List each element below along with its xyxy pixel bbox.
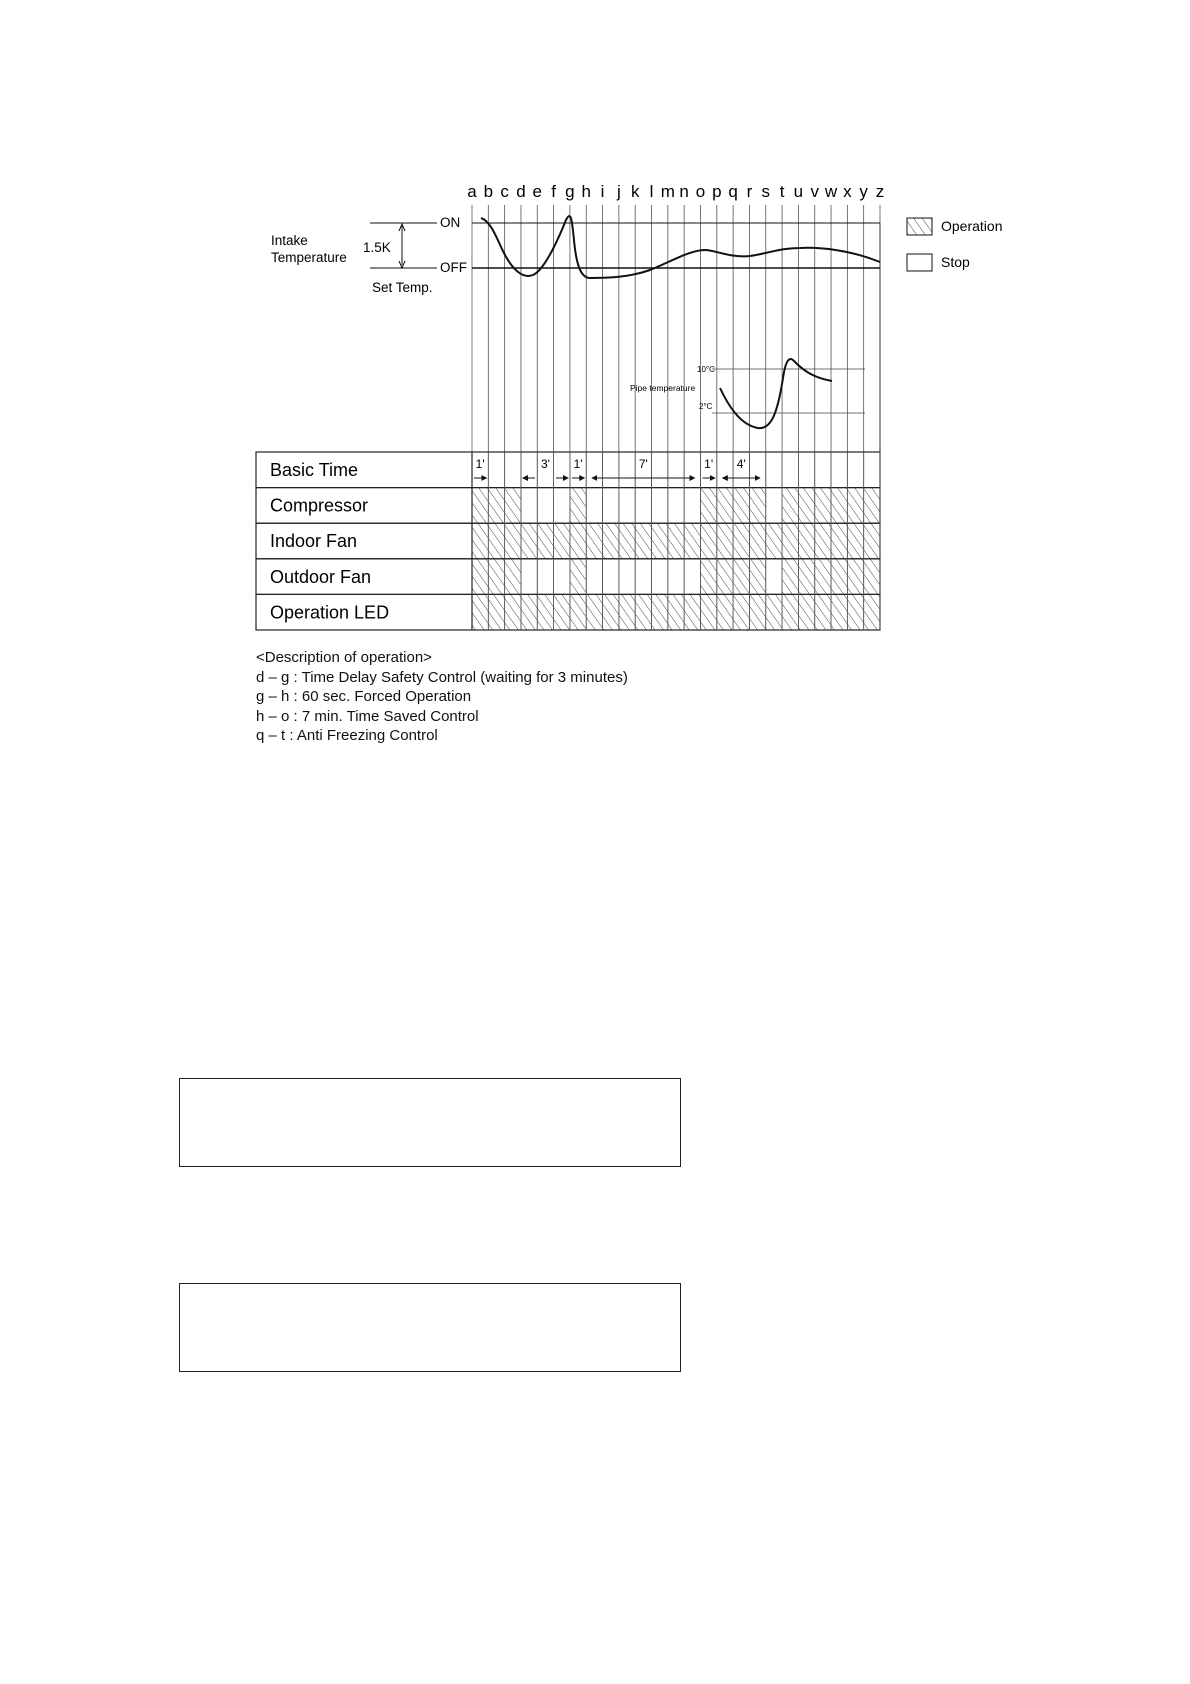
operation-segment xyxy=(570,488,586,524)
column-letter-m: m xyxy=(660,182,675,201)
off-label: OFF xyxy=(440,260,467,275)
row-label: Indoor Fan xyxy=(270,531,358,552)
operation-segment xyxy=(472,488,521,524)
column-letter-z: z xyxy=(875,182,885,201)
legend-operation-swatch xyxy=(907,218,932,235)
column-letter-b: b xyxy=(483,182,494,201)
column-letter-w: w xyxy=(824,182,838,201)
description-item-2: g – h : 60 sec. Forced Operation xyxy=(256,688,472,705)
operation-segment xyxy=(570,559,586,595)
column-letter-h: h xyxy=(581,182,591,201)
basic-time-label: 1' xyxy=(573,457,583,471)
blank-box-1 xyxy=(179,1078,681,1167)
basic-time-label: 7' xyxy=(638,457,648,471)
column-letter-v: v xyxy=(810,182,819,201)
legend-stop-label: Stop xyxy=(941,254,970,270)
column-letter-n: n xyxy=(679,182,689,201)
column-letter-g: g xyxy=(565,182,575,201)
column-letter-i: i xyxy=(600,182,605,201)
column-letter-k: k xyxy=(630,182,640,201)
pipe-low-label: 2°C xyxy=(699,402,713,411)
intake-label-line1: Intake xyxy=(271,233,308,248)
column-letters xyxy=(467,182,884,201)
pipe-temperature-label: Pipe temperature xyxy=(630,383,696,393)
blank-box-2 xyxy=(179,1283,681,1372)
description-item-4: q – t : Anti Freezing Control xyxy=(256,727,438,744)
description-title: <Description of operation> xyxy=(256,649,432,666)
column-letter-t: t xyxy=(779,182,785,201)
operation-table xyxy=(256,452,880,630)
column-letter-d: d xyxy=(516,182,526,201)
column-letter-y: y xyxy=(859,182,868,201)
column-letter-q: q xyxy=(728,182,738,201)
description-item-1: d – g : Time Delay Safety Control (waiting for 3 minutes) xyxy=(256,668,628,686)
legend-operation-label: Operation xyxy=(941,218,1003,234)
basic-time-label: 3' xyxy=(540,457,550,471)
column-letter-r: r xyxy=(746,182,753,201)
column-letter-s: s xyxy=(761,182,771,201)
intake-label-line2: Temperature xyxy=(271,250,347,265)
column-letter-a: a xyxy=(467,182,477,201)
column-letter-l: l xyxy=(649,182,654,201)
column-letter-p: p xyxy=(712,182,722,201)
operation-segment xyxy=(472,594,880,630)
column-letter-c: c xyxy=(500,182,509,201)
operation-description xyxy=(256,648,856,746)
column-letter-u: u xyxy=(793,182,804,201)
operation-segment xyxy=(472,559,521,595)
row-label: Compressor xyxy=(270,495,369,516)
column-letter-o: o xyxy=(695,182,706,201)
row-label: Outdoor Fan xyxy=(270,566,372,587)
diff-label: 1.5K xyxy=(363,240,391,255)
pipe-high-label: 10°C xyxy=(697,365,715,374)
basic-time-label: 1' xyxy=(704,457,714,471)
column-letter-f: f xyxy=(551,182,556,201)
set-temp-label: Set Temp. xyxy=(372,280,433,295)
timing-diagram xyxy=(0,0,1190,760)
legend-stop-swatch xyxy=(907,254,932,271)
description-item-3: h – o : 7 min. Time Saved Control xyxy=(256,707,479,725)
column-letter-x: x xyxy=(843,182,852,201)
basic-time-label: 4' xyxy=(736,457,746,471)
row-label: Operation LED xyxy=(270,602,390,623)
column-letter-e: e xyxy=(532,182,543,201)
basic-time-label: 1' xyxy=(475,457,485,471)
row-label: Basic Time xyxy=(270,460,359,480)
on-label: ON xyxy=(440,215,461,230)
column-letter-j: j xyxy=(616,182,621,201)
operation-segment xyxy=(472,523,880,559)
